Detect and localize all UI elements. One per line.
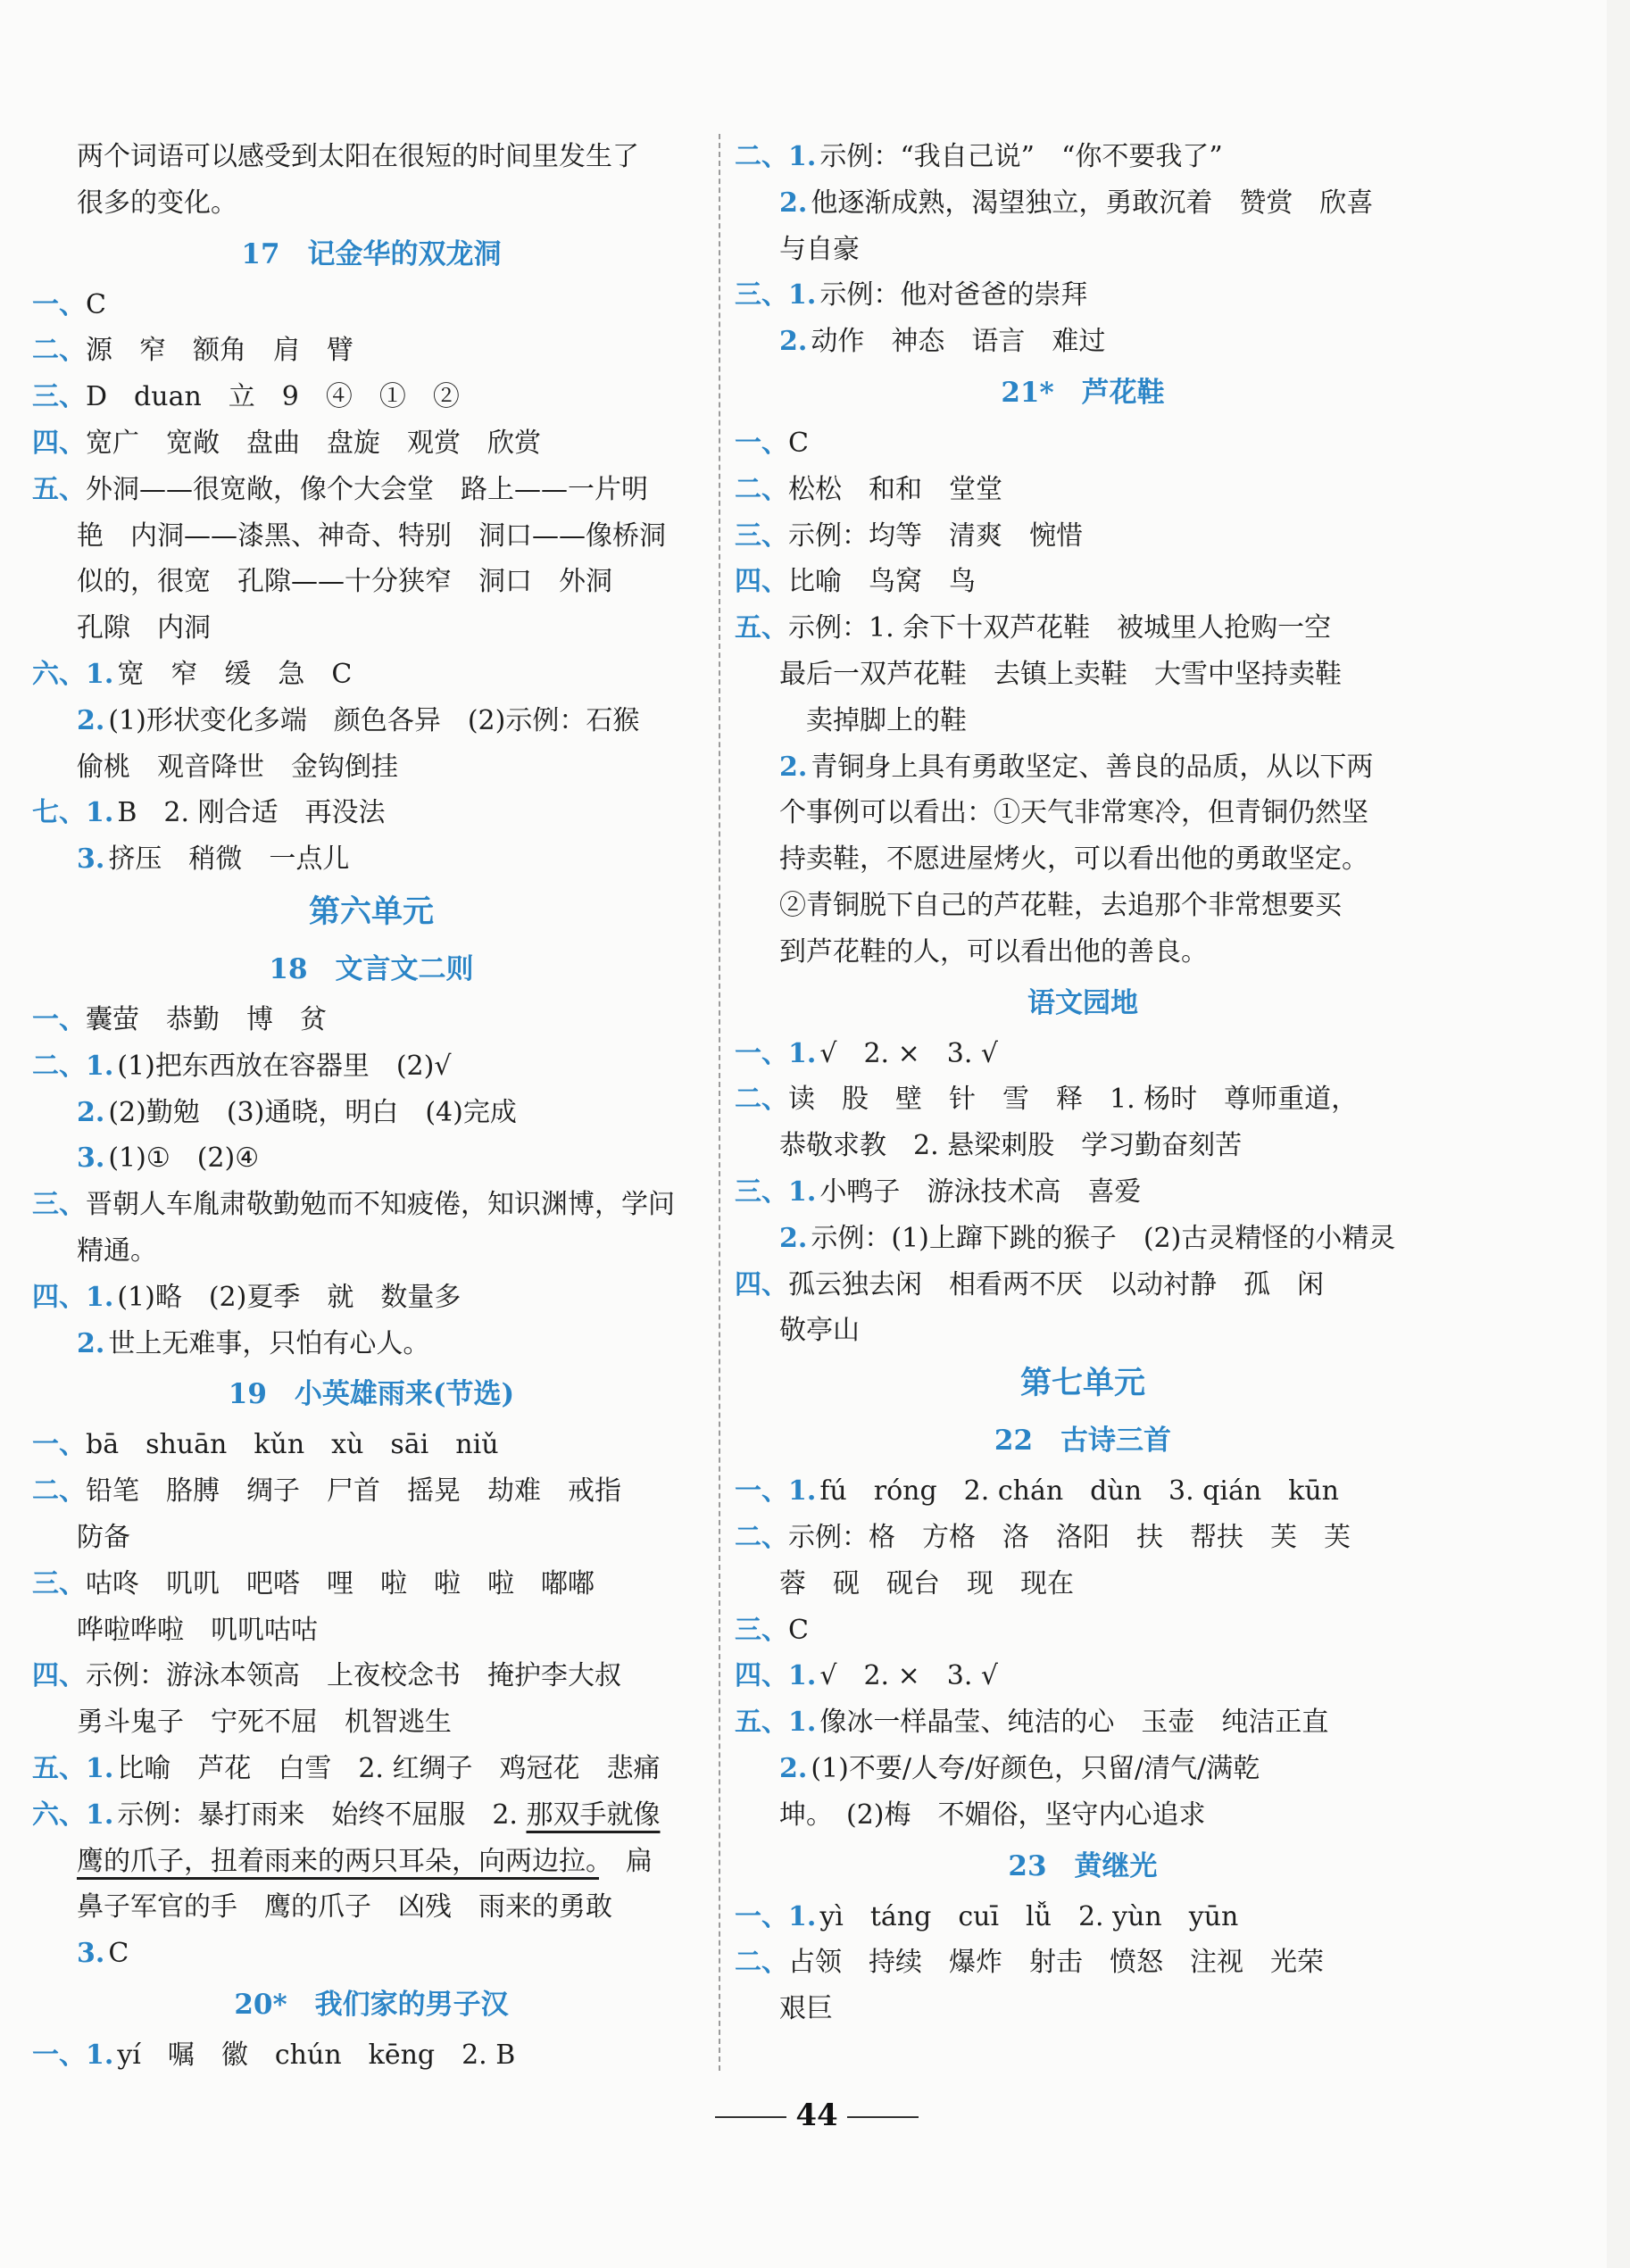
answer-line: [32, 2032, 711, 2079]
question-marker: 一、: [32, 1003, 86, 1035]
question-marker: 二、: [735, 1947, 788, 1979]
column-divider: [719, 134, 720, 2071]
answer-text: 恭敬求教 2. 悬梁刺股 学习勤奋刻苦: [779, 1130, 1243, 1162]
answer-text: 很多的变化。: [77, 187, 237, 219]
question-marker: 一、: [735, 1475, 788, 1508]
answer-text: 艰巨: [779, 1993, 833, 2025]
question-marker: 四、: [32, 1660, 86, 1692]
answer-line: [32, 790, 711, 836]
lesson-heading: 18 文言文二则: [269, 952, 474, 985]
answer-line: [32, 513, 711, 560]
answer-line: [32, 1746, 711, 1792]
item-number: 1.: [788, 1037, 817, 1069]
answer-text: 比喻 芦花 白雪 2. 红绸子 鸡冠花 悲痛: [117, 1752, 661, 1784]
answer-line: [32, 1422, 711, 1468]
answer-line: [32, 1884, 711, 1931]
answer-line: [735, 1561, 1431, 1608]
question-marker: 六、: [32, 658, 86, 690]
answer-text: 勇斗鬼子 宁死不屈 机智逃生: [77, 1707, 452, 1739]
answer-line: [735, 180, 1431, 227]
item-number: 1.: [788, 1660, 817, 1692]
question-marker: 二、: [735, 1521, 788, 1553]
question-marker: 五、: [32, 473, 86, 505]
answer-text: (1)把东西放在容器里 (2)√: [117, 1050, 452, 1082]
lesson-heading: 17 记金华的双龙洞: [241, 237, 502, 270]
item-number: 3.: [77, 843, 105, 876]
unit-heading: 第七单元: [1019, 1365, 1145, 1402]
answer-line: [32, 1090, 711, 1136]
answer-line: [32, 1839, 711, 1885]
answer-text: √ 2. × 3. √: [819, 1660, 999, 1692]
answer-line: [735, 1308, 1431, 1354]
answer-text: (1)① (2)④: [108, 1142, 260, 1175]
item-number: 2.: [77, 1327, 105, 1359]
item-number: 1.: [86, 1752, 114, 1784]
answer-line: [32, 1182, 711, 1228]
question-marker: 一、: [735, 1037, 788, 1069]
answer-text: D duan 立 9 ④ ① ②: [86, 381, 460, 413]
question-marker: 七、: [32, 797, 86, 829]
question-marker: 一、: [32, 1429, 86, 1461]
answer-line: [735, 319, 1431, 365]
question-marker: 五、: [735, 1707, 788, 1739]
answer-line: [735, 134, 1431, 180]
answer-line: [32, 1228, 711, 1275]
answer-text: 比喻 鸟窝 鸟: [788, 566, 976, 598]
answer-line: [735, 929, 1431, 976]
answer-text: yí 嘱 徽 chún kēng 2. B: [117, 2039, 516, 2071]
answer-line: [735, 1746, 1431, 1792]
answer-text: (2)勤勉 (3)通晓，明白 (4)完成: [108, 1096, 517, 1128]
answer-text: 示例：格 方格 洛 洛阳 扶 帮扶 芙 芙: [788, 1521, 1351, 1553]
answer-text: 孤云独去闲 相看两不厌 以动衬静 孤 闲: [788, 1268, 1324, 1300]
answer-line: [32, 698, 711, 744]
answer-line: [735, 698, 1431, 744]
answer-text: 鼻子军官的手 鹰的爪子 凶残 雨来的勇敢: [77, 1891, 612, 1923]
answer-line: [32, 1321, 711, 1367]
answer-line: [32, 605, 711, 652]
item-number: 1.: [788, 141, 817, 172]
question-marker: 四、: [32, 427, 86, 459]
item-number: 1.: [788, 1475, 817, 1508]
footer-rule-right: [847, 2116, 919, 2118]
underlined-answer: 那双手就像: [526, 1799, 661, 1831]
answer-line: [32, 997, 711, 1043]
question-marker: 三、: [735, 519, 788, 552]
answer-text: 与自豪: [779, 233, 860, 265]
question-marker: 三、: [32, 1567, 86, 1599]
answer-line: [735, 1262, 1431, 1308]
answer-text: 宽广 宽敞 盘曲 盘旋 观赏 欣赏: [86, 427, 541, 459]
question-marker: 二、: [32, 1475, 86, 1508]
item-number: 1.: [788, 1900, 817, 1932]
answer-line: [32, 134, 711, 180]
question-marker: 四、: [735, 566, 788, 598]
answer-text: 最后一双芦花鞋 去镇上卖鞋 大雪中坚持卖鞋: [779, 658, 1342, 690]
answer-text: 源 窄 额角 肩 臂: [86, 335, 353, 367]
answer-line: [32, 652, 711, 698]
item-number: 1.: [788, 1707, 817, 1739]
item-number: 1.: [86, 658, 114, 690]
answer-line: [735, 1986, 1431, 2032]
answer-text: 孔隙 内洞: [77, 612, 211, 644]
answer-line: [735, 513, 1431, 560]
answer-text: (1)略 (2)夏季 就 数量多: [117, 1281, 462, 1313]
answer-line: [32, 1608, 711, 1654]
item-number: 1.: [86, 2039, 114, 2071]
answer-line: [32, 1275, 711, 1321]
answer-line: [32, 1135, 711, 1182]
item-number: 3.: [77, 1142, 105, 1175]
question-marker: 四、: [735, 1660, 788, 1692]
answer-text: 艳 内洞——漆黑、神奇、特别 洞口——像桥洞: [77, 519, 666, 552]
answer-line: [32, 1931, 711, 1977]
answer-line: [32, 744, 711, 791]
question-marker: 一、: [32, 288, 86, 320]
answer-line: [735, 272, 1431, 319]
answer-line: [735, 605, 1431, 652]
answer-text: 青铜身上具有勇敢坚定、善良的品质，从以下两: [811, 751, 1374, 783]
answer-line: [735, 467, 1431, 513]
answer-text: 小鸭子 游泳技术高 喜爱: [819, 1176, 1142, 1208]
answer-text: C: [788, 1614, 809, 1646]
answer-line: [32, 180, 711, 227]
answer-line: [32, 374, 711, 420]
question-marker: 六、: [32, 1799, 86, 1831]
answer-text: 咕咚 叽叽 吧嗒 哩 啦 啦 啦 嘟嘟: [86, 1567, 595, 1599]
item-number: 1.: [788, 1176, 817, 1208]
answer-text: 挤压 稍微 一点儿: [108, 843, 350, 876]
answer-line: [32, 1699, 711, 1746]
answer-text: 松松 和和 堂堂: [788, 473, 1002, 505]
answer-line: [32, 1043, 711, 1090]
question-marker: 二、: [735, 1084, 788, 1116]
page-footer: [678, 2098, 955, 2133]
answer-line: [32, 1561, 711, 1608]
answer-text: C: [86, 288, 106, 320]
answer-text: 铅笔 胳膊 绸子 尸首 摇晃 劫难 戒指: [86, 1475, 621, 1508]
question-marker: 一、: [32, 2039, 86, 2071]
question-marker: 二、: [32, 335, 86, 367]
answer-line: [735, 1076, 1431, 1123]
answer-line: [735, 1216, 1431, 1262]
item-number: 2.: [779, 1752, 808, 1784]
question-marker: 三、: [735, 1614, 788, 1646]
answer-line: [735, 1468, 1431, 1515]
question-marker: 一、: [735, 1900, 788, 1932]
item-number: 3.: [77, 1938, 105, 1970]
answer-text: 他逐渐成熟，渴望独立，勇敢沉着 赞赏 欣喜: [811, 187, 1374, 219]
item-number: 2.: [77, 704, 105, 736]
answer-line: [735, 420, 1431, 467]
question-marker: 一、: [735, 427, 788, 459]
answer-line: [735, 1792, 1431, 1839]
right-column: [735, 134, 1431, 2032]
answer-text: 持卖鞋，不愿进屋烤火，可以看出他的勇敢坚定。: [779, 843, 1368, 876]
answer-line: [735, 1123, 1431, 1169]
left-column: [32, 134, 711, 2079]
answer-text: 示例：均等 清爽 惋惜: [788, 519, 1083, 552]
answer-text: C: [788, 427, 809, 459]
answer-line: [735, 1894, 1431, 1940]
answer-text: 个事例可以看出：①天气非常寒冷，但青铜仍然坚: [779, 797, 1368, 829]
question-marker: 五、: [735, 612, 788, 644]
answer-text: 占领 持续 爆炸 射击 愤怒 注视 光荣: [788, 1947, 1324, 1979]
answer-text: C: [108, 1938, 129, 1970]
item-number: 1.: [86, 1050, 114, 1082]
answer-line: [735, 1699, 1431, 1746]
lesson-heading: 22 古诗三首: [994, 1425, 1172, 1458]
answer-line: [32, 420, 711, 467]
item-number: 1.: [86, 797, 114, 829]
answer-text: 蓉 砚 砚台 现 现在: [779, 1567, 1074, 1599]
lesson-heading: 21* 芦花鞋: [1001, 376, 1165, 409]
answer-text: 示例：游泳本领高 上夜校念书 掩护李大叔: [86, 1660, 621, 1692]
footer-rule-left: [715, 2116, 786, 2118]
answer-text: (1)形状变化多端 颜色各异 (2)示例：石猴: [108, 704, 640, 736]
answer-text: 动作 神态 语言 难过: [811, 326, 1106, 358]
answer-text: 偷桃 观音降世 金钩倒挂: [77, 751, 398, 783]
answer-text: 防备: [77, 1521, 130, 1553]
answer-text: 宽 窄 缓 急 C: [117, 658, 353, 690]
lesson-heading: 20* 我们家的男子汉: [234, 1988, 509, 2021]
item-number: 1.: [86, 1799, 114, 1831]
answer-text: 示例：他对爸爸的崇拜: [819, 279, 1088, 312]
answer-text: 似的，很宽 孔隙——十分狭窄 洞口 外洞: [77, 566, 612, 598]
answer-text: 精通。: [77, 1234, 157, 1267]
answer-line: [32, 1653, 711, 1699]
answer-line: [735, 836, 1431, 883]
answer-text: 像冰一样晶莹、纯洁的心 玉壶 纯洁正直: [819, 1707, 1329, 1739]
item-number: 1.: [86, 1281, 114, 1313]
answer-text: 示例：(1)上蹿下跳的猴子 (2)古灵精怪的小精灵: [811, 1222, 1396, 1254]
answer-line: [735, 559, 1431, 605]
question-marker: 四、: [735, 1268, 788, 1300]
answer-line: [32, 467, 711, 513]
question-marker: 三、: [32, 1189, 86, 1221]
answer-text: 哗啦哗啦 叽叽咕咕: [77, 1614, 318, 1646]
unit-heading: 第六单元: [308, 893, 434, 930]
answer-line: [32, 836, 711, 883]
question-marker: 四、: [32, 1281, 86, 1313]
item-number: 1.: [788, 279, 817, 312]
answer-text: (1)不要/人夸/好颜色，只留/清气/满乾: [811, 1752, 1260, 1784]
page-number: 44: [795, 2098, 838, 2133]
answer-text: 敬亭山: [779, 1315, 860, 1347]
item-number: 2.: [779, 1222, 808, 1254]
answer-line: [735, 1940, 1431, 1986]
answer-text: 晋朝人车胤肃敬勤勉而不知疲倦，知识渊博，学问: [86, 1189, 675, 1221]
item-number: 2.: [779, 751, 808, 783]
answer-line: [735, 1515, 1431, 1561]
question-marker: 三、: [735, 1176, 788, 1208]
item-number: 2.: [779, 326, 808, 358]
question-marker: 二、: [32, 1050, 86, 1082]
answer-text: 外洞——很宽敞，像个大会堂 路上——一片明: [86, 473, 648, 505]
answer-line: [735, 1608, 1431, 1654]
answer-text: yì táng cuī lǚ 2. yùn yūn: [819, 1900, 1239, 1932]
item-number: 2.: [77, 1096, 105, 1128]
answer-text: fú róng 2. chán dùn 3. qián kūn: [819, 1475, 1340, 1508]
question-marker: 五、: [32, 1752, 86, 1784]
answer-text: 示例：暴打雨来 始终不屈服 2.: [117, 1799, 527, 1831]
answer-line: [735, 883, 1431, 929]
question-marker: 三、: [32, 381, 86, 413]
answer-text: 示例：1. 余下十双芦花鞋 被城里人抢购一空: [788, 612, 1332, 644]
answer-text: B 2. 刚合适 再没法: [117, 797, 386, 829]
answer-text: 世上无难事，只怕有心人。: [108, 1327, 430, 1359]
answer-text: 示例：“我自己说” “你不要我了”: [819, 141, 1223, 172]
answer-text: 坤。 (2)梅 不媚俗，坚守内心追求: [779, 1799, 1206, 1831]
answer-line: [32, 328, 711, 374]
question-marker: 三、: [735, 279, 788, 312]
answer-line: [32, 1515, 711, 1561]
answer-text: 扁: [599, 1845, 653, 1877]
answer-line: [735, 744, 1431, 791]
question-marker: 二、: [735, 141, 788, 172]
answer-line: [32, 282, 711, 328]
answer-line: [32, 559, 711, 605]
answer-text: 读 股 壁 针 雪 释 1. 杨时 尊师重道，: [788, 1084, 1359, 1116]
answer-line: [32, 1792, 711, 1839]
answer-line: [32, 1468, 711, 1515]
lesson-heading: 语文园地: [1027, 986, 1138, 1019]
answer-text: ②青铜脱下自己的芦花鞋，去追那个非常想要买: [779, 889, 1342, 921]
question-marker: 二、: [735, 473, 788, 505]
answer-line: [735, 227, 1431, 273]
answer-text: 卖掉脚上的鞋: [779, 704, 967, 736]
lesson-heading: 19 小英雄雨来(节选): [228, 1378, 515, 1411]
answer-line: [735, 652, 1431, 698]
underlined-answer: 鹰的爪子，扭着雨来的两只耳朵，向两边拉。: [77, 1845, 599, 1877]
answer-line: [735, 1169, 1431, 1216]
item-number: 2.: [779, 187, 808, 219]
answer-line: [735, 1653, 1431, 1699]
lesson-heading: 23 黄继光: [1008, 1849, 1158, 1882]
answer-text: bā shuān kǔn xù sāi niǔ: [86, 1429, 499, 1461]
answer-line: [735, 1031, 1431, 1077]
answer-text: 到芦花鞋的人，可以看出他的善良。: [779, 935, 1208, 968]
answer-text: √ 2. × 3. √: [819, 1037, 999, 1069]
answer-line: [735, 790, 1431, 836]
answer-text: 囊萤 恭勤 博 贫: [86, 1003, 327, 1035]
answer-text: 两个词语可以感受到太阳在很短的时间里发生了: [77, 141, 639, 172]
